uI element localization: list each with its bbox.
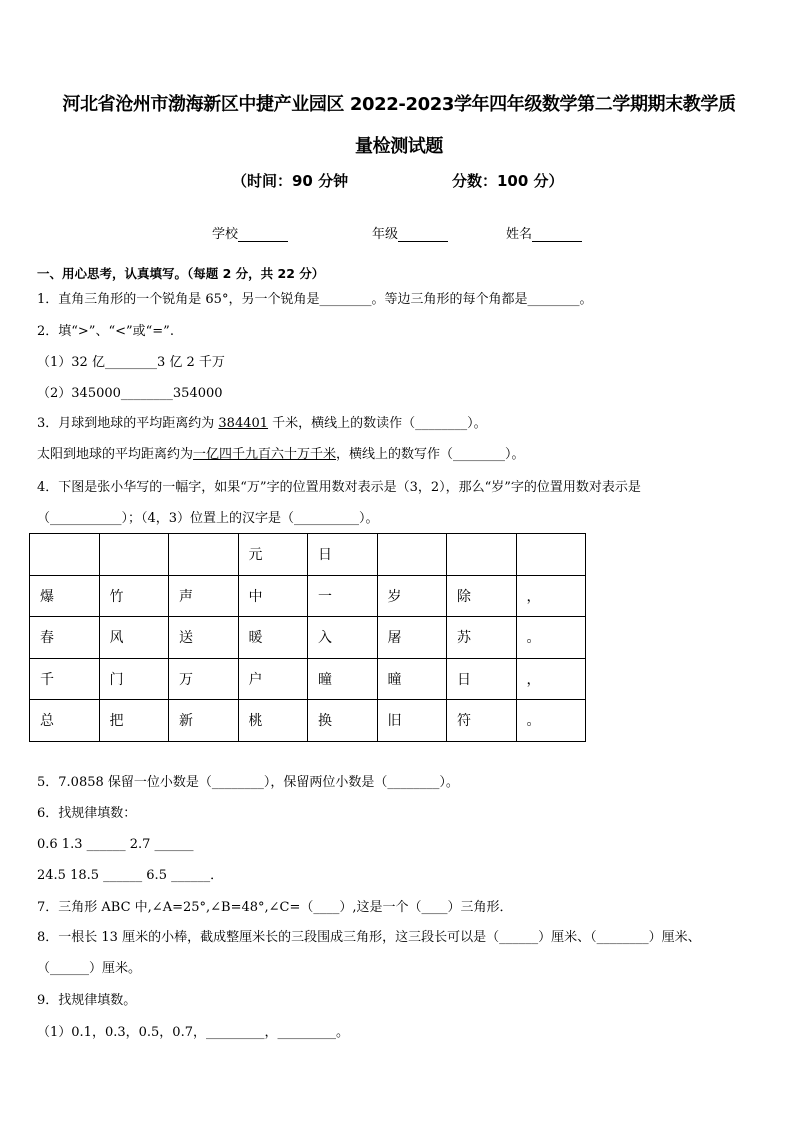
grid-cell: 门 <box>99 658 169 700</box>
question-4-line-2: （___________）；（4，3）位置上的汉字是（__________）。 <box>37 511 379 526</box>
title-line-2: 量检测试题 <box>355 136 443 157</box>
grid-cell: 日 <box>447 658 517 700</box>
grid-cell: 一 <box>308 575 378 617</box>
grid-cell: 送 <box>169 617 239 659</box>
grid-cell <box>99 534 169 576</box>
grid-cell <box>447 534 517 576</box>
q3-sun-prefix: 太阳到地球的平均距离约为 <box>37 447 194 462</box>
grid-row <box>30 575 586 617</box>
question-1: 1．直角三角形的一个锐角是 65°，另一个锐角是________。等边三角形的每个角都是________。 <box>37 292 593 307</box>
grid-cell: 风 <box>99 617 169 659</box>
grid-cell: 暖 <box>238 617 308 659</box>
grid-cell: 符 <box>447 700 517 742</box>
grade-field[interactable] <box>372 223 448 242</box>
grid-cell: 中 <box>238 575 308 617</box>
grid-cell: 屠 <box>377 617 447 659</box>
question-6: 6．找规律填数： <box>37 806 137 821</box>
school-blank[interactable] <box>238 229 288 242</box>
question-8-line-1: 8．一根长 13 厘米的小棒，截成整厘米长的三段围成三角形，这三段长可以是（______）厘米、（________）厘米、 <box>37 930 701 945</box>
grid-cell: 。 <box>516 617 586 659</box>
grid-row <box>30 534 586 576</box>
grid-row <box>30 700 586 742</box>
grid-cell: 岁 <box>377 575 447 617</box>
grid-cell: 把 <box>99 700 169 742</box>
title-line-1: 河北省沧州市渤海新区中捷产业园区 2022-2023学年四年级数学第二学期期末教学质 <box>62 94 736 115</box>
grid-cell: 换 <box>308 700 378 742</box>
poem-grid <box>29 533 586 742</box>
grid-cell: 竹 <box>99 575 169 617</box>
q3-sun-suffix: ，横线上的数写作（________）。 <box>336 447 525 462</box>
q3-sun-number: 一亿四千九百六十万千米 <box>193 447 337 462</box>
q3-moon-number: 384401 <box>218 416 269 431</box>
question-3-moon <box>37 416 487 432</box>
school-label: 学校 <box>212 227 239 242</box>
exam-score: 分数：100 分） <box>452 172 564 190</box>
question-8-line-2: （______）厘米。 <box>37 961 142 976</box>
question-6-part-2: 24.5 18.5 ______ 6.5 ______． <box>37 868 224 883</box>
grid-cell: 苏 <box>447 617 517 659</box>
grid-cell: 户 <box>238 658 308 700</box>
grid-cell <box>30 534 100 576</box>
grid-cell: 曈 <box>377 658 447 700</box>
q3-moon-prefix: 3．月球到地球的平均距离约为 <box>37 416 219 431</box>
name-blank[interactable] <box>532 229 582 242</box>
grade-label: 年级 <box>372 227 399 242</box>
grade-blank[interactable] <box>398 229 448 242</box>
grid-cell <box>516 534 586 576</box>
grid-cell: ， <box>516 658 586 700</box>
exam-time: （时间：90 分钟 <box>232 172 349 190</box>
question-2: 2．填“>”、“<”或“=”. <box>37 324 174 339</box>
q3-moon-suffix: 千米，横线上的数读作（________）。 <box>268 416 487 431</box>
grid-cell: 桃 <box>238 700 308 742</box>
grid-row <box>30 617 586 659</box>
grid-cell <box>169 534 239 576</box>
grid-cell: ， <box>516 575 586 617</box>
grid-cell: 。 <box>516 700 586 742</box>
grid-cell: 新 <box>169 700 239 742</box>
question-3-sun <box>37 447 525 463</box>
section-1-heading: 一、用心思考，认真填写。（每题 2 分，共 22 分） <box>37 266 325 281</box>
grid-row <box>30 658 586 700</box>
question-9: 9．找规律填数。 <box>37 993 137 1008</box>
question-2-part-2: （2）345000________354000 <box>37 386 223 401</box>
school-field[interactable] <box>212 223 288 242</box>
question-4-line-1: 4．下图是张小华写的一幅字，如果“万”字的位置用数对表示是（3，2），那么“岁”字的位置用数对表示是 <box>37 480 641 495</box>
grid-cell: 爆 <box>30 575 100 617</box>
grid-cell: 声 <box>169 575 239 617</box>
grid-cell: 入 <box>308 617 378 659</box>
grid-cell: 万 <box>169 658 239 700</box>
grid-cell: 千 <box>30 658 100 700</box>
question-2-part-1: （1）32 亿________3 亿 2 千万 <box>37 355 225 370</box>
question-9-part-1: （1）0.1，0.3，0.5，0.7，_________，_________。 <box>37 1025 349 1040</box>
grid-cell: 除 <box>447 575 517 617</box>
grid-cell: 春 <box>30 617 100 659</box>
grid-cell: 日 <box>308 534 378 576</box>
document-title <box>34 84 764 168</box>
question-6-part-1: 0.6 1.3 ______ 2.7 ______ <box>37 837 194 852</box>
grid-cell: 元 <box>238 534 308 576</box>
grid-cell: 总 <box>30 700 100 742</box>
name-label: 姓名 <box>506 227 533 242</box>
name-field[interactable] <box>506 223 582 242</box>
question-5: 5．7.0858 保留一位小数是（________），保留两位小数是（________）。 <box>37 775 459 790</box>
question-7: 7．三角形 ABC 中,∠A=25°,∠B=48°,∠C=（____）,这是一个（____）三角形． <box>37 900 513 915</box>
grid-cell: 旧 <box>377 700 447 742</box>
grid-cell: 曈 <box>308 658 378 700</box>
grid-cell <box>377 534 447 576</box>
